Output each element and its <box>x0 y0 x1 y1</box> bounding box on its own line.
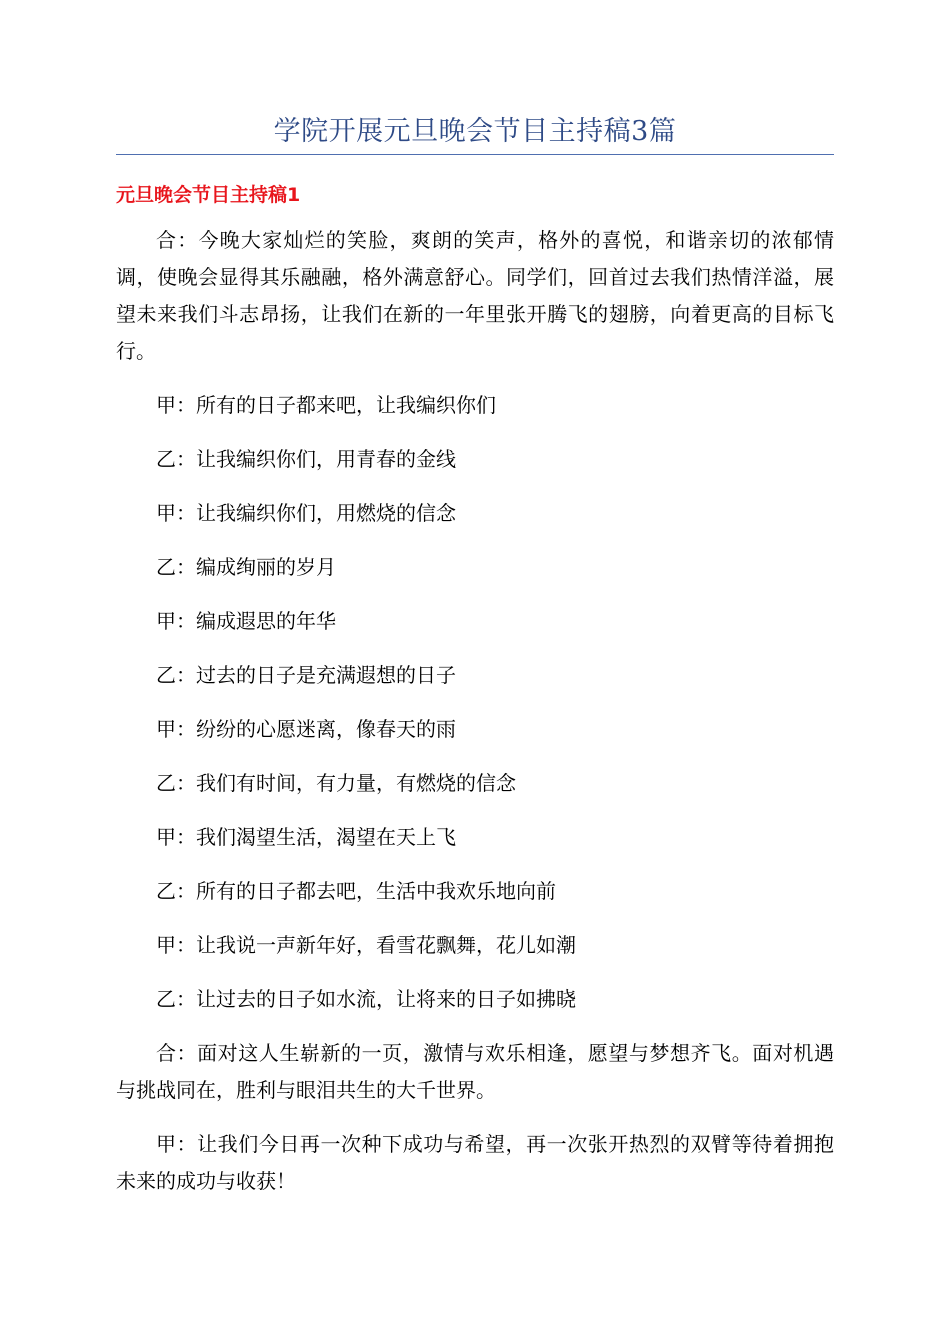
page-title: 学院开展元旦晚会节目主持稿3篇 <box>273 116 677 147</box>
paragraph: 甲：编成遐思的年华 <box>156 609 336 633</box>
paragraph: 甲：纷纷的心愿迷离，像春天的雨 <box>156 717 456 741</box>
document-body <box>116 222 834 1217</box>
paragraph: 乙：所有的日子都去吧，生活中我欢乐地向前 <box>156 879 556 903</box>
paragraph: 甲：所有的日子都来吧，让我编织你们 <box>156 393 496 417</box>
paragraph: 乙：过去的日子是充满遐想的日子 <box>156 663 456 687</box>
paragraph: 乙：我们有时间，有力量，有燃烧的信念 <box>156 771 516 795</box>
paragraph: 乙：编成绚丽的岁月 <box>156 555 336 579</box>
paragraph: 乙：让过去的日子如水流，让将来的日子如拂晓 <box>156 987 576 1011</box>
paragraph: 乙：让我编织你们，用青春的金线 <box>156 447 456 471</box>
paragraph: 甲：让我编织你们，用燃烧的信念 <box>156 501 456 525</box>
paragraph: 甲：让我们今日再一次种下成功与希望，再一次张开热烈的双臂等待着拥抱未来的成功与收获！ <box>116 1132 834 1193</box>
section-heading: 元旦晚会节目主持稿1 <box>116 184 301 206</box>
paragraph: 合：今晚大家灿烂的笑脸，爽朗的笑声，格外的喜悦，和谐亲切的浓郁情调，使晚会显得其乐融融，格外满意舒心。同学们，回首过去我们热情洋溢，展望未来我们斗志昂扬，让我们在新的一年里张开腾飞的翅膀，向着更高的目标飞行。 <box>116 228 834 363</box>
paragraph: 合：面对这人生崭新的一页，激情与欢乐相逢，愿望与梦想齐飞。面对机遇与挑战同在，胜利与眼泪共生的大千世界。 <box>116 1041 834 1102</box>
title-divider <box>116 154 834 155</box>
paragraph: 甲：我们渴望生活，渴望在天上飞 <box>156 825 456 849</box>
paragraph: 甲：让我说一声新年好，看雪花飘舞，花儿如潮 <box>156 933 576 957</box>
